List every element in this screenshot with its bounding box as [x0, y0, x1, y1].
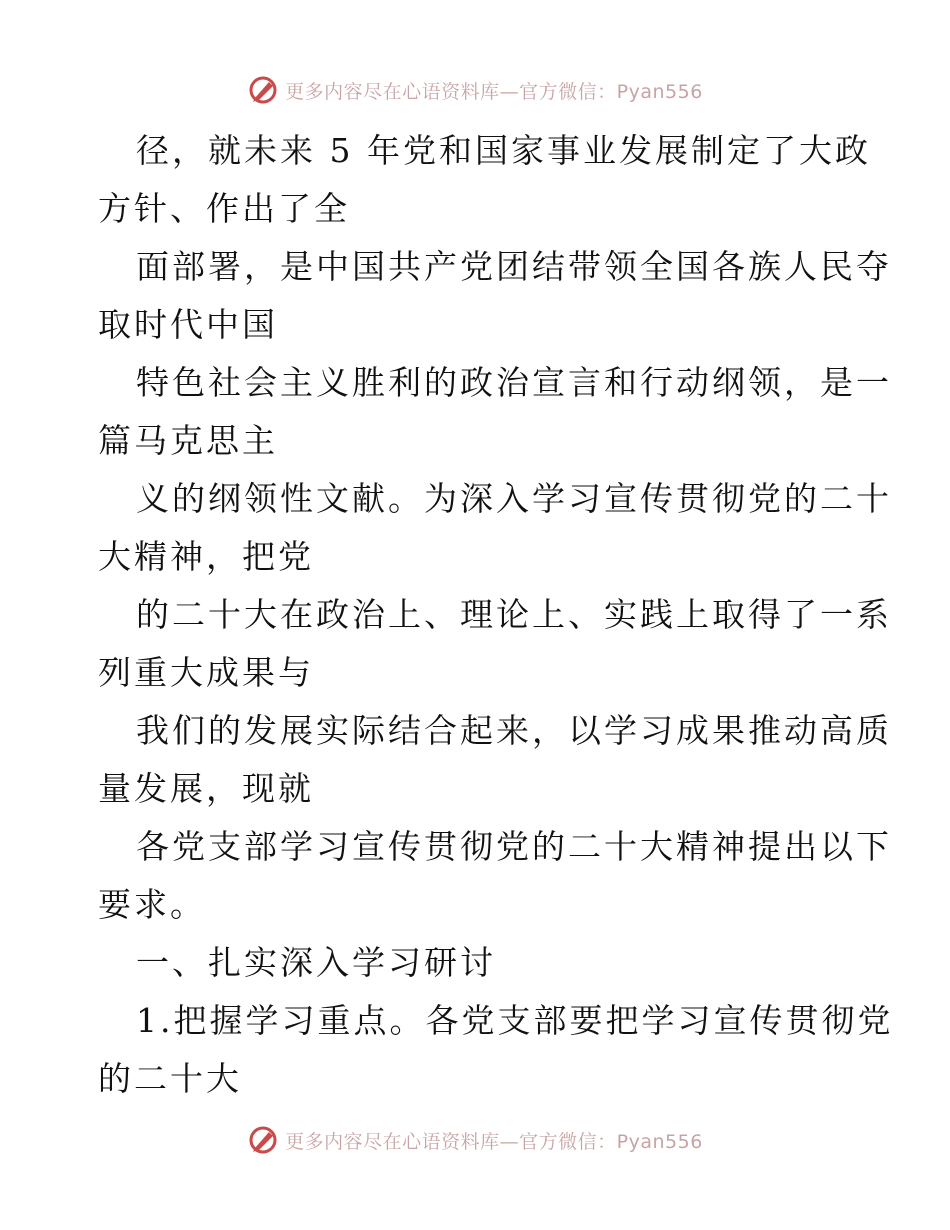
header-watermark: [0, 70, 950, 110]
text-line: 的二十大在政治上、理论上、实践上取得了一系: [136, 595, 892, 634]
pen-logo-icon: [247, 74, 279, 106]
text-line: 要求。: [98, 885, 206, 924]
text-line: 列重大成果与: [98, 653, 314, 692]
pen-logo-icon: [247, 1124, 279, 1156]
text-line: 大精神，把党: [98, 537, 314, 576]
footer-watermark: [0, 1120, 950, 1160]
watermark-wechat-id: Pyan556: [616, 80, 703, 103]
text-line: 方针、作出了全: [98, 189, 350, 228]
watermark-wechat-id: Pyan556: [616, 1130, 703, 1153]
watermark-text: [285, 77, 703, 104]
text-line: 义的纲领性文献。为深入学习宣传贯彻党的二十: [136, 479, 892, 518]
text-line: 的二十大: [98, 1059, 242, 1098]
text-line: 径，就未来 5 年党和国家事业发展制定了大政: [136, 131, 871, 170]
text-line: 特色社会主义胜利的政治宣言和行动纲领，是一: [136, 363, 892, 402]
section-heading: 一、扎实深入学习研讨: [136, 943, 496, 982]
watermark-text: [285, 1127, 703, 1154]
text-line: 各党支部学习宣传贯彻党的二十大精神提出以下: [136, 827, 892, 866]
watermark-label: 更多内容尽在心语资料库—官方微信：: [285, 1130, 617, 1153]
text-line: 面部署，是中国共产党团结带领全国各族人民夺: [136, 247, 892, 286]
document-body: [98, 122, 894, 1108]
text-line: 取时代中国: [98, 305, 278, 344]
text-line: 篇马克思主: [98, 421, 278, 460]
text-line: 1.把握学习重点。各党支部要把学习宣传贯彻党: [136, 1001, 894, 1040]
text-line: 量发展，现就: [98, 769, 314, 808]
text-line: 我们的发展实际结合起来，以学习成果推动高质: [136, 711, 892, 750]
watermark-label: 更多内容尽在心语资料库—官方微信：: [285, 80, 617, 103]
